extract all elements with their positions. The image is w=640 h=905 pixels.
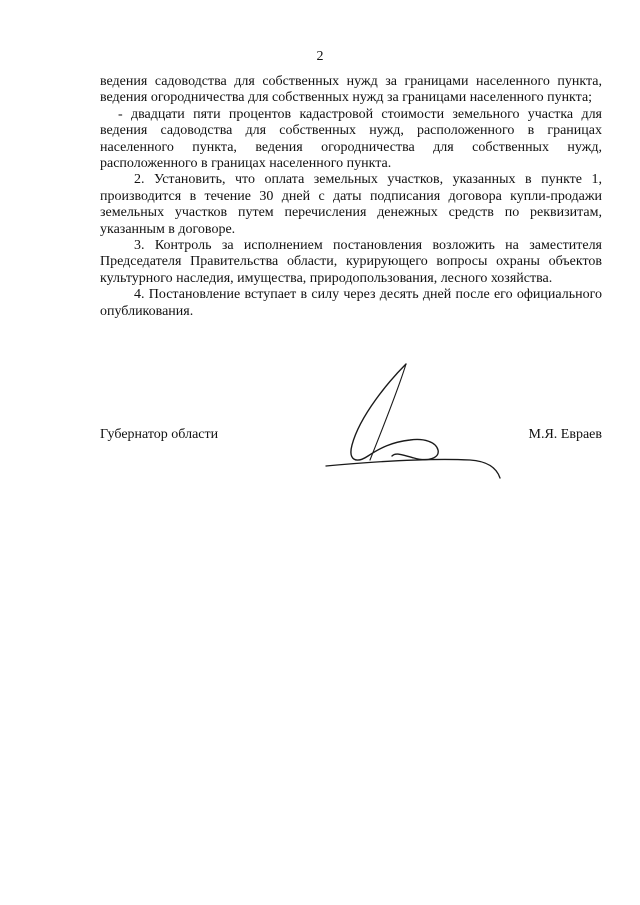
document-body	[100, 74, 602, 320]
paragraph-item-3: 3. Контроль за исполнением постановления возложить на заместителя Председателя Правительства области, курирующего вопросы охраны объектов культурного наследия, имущества, природопользования, лесного хозяйства.	[100, 238, 602, 286]
handwritten-signature	[320, 360, 510, 485]
signatory-name: М.Я. Евраев	[528, 427, 602, 442]
page-number: 2	[316, 49, 324, 64]
paragraph-continuation: ведения садоводства для собственных нужд за границами населенного пункта, ведения огородничества для собственных нужд за границами населенного пункта;	[100, 74, 602, 106]
paragraph-item-2: 2. Установить, что оплата земельных участков, указанных в пункте 1, производится в течение 30 дней с даты подписания договора купли-продажи земельных участков путем перечисления денежных средств по реквизитам, указанным в договоре.	[100, 172, 602, 237]
paragraph-bullet: - двадцати пяти процентов кадастровой стоимости земельного участка для ведения садоводства для собственных нужд, расположенного в границах населенного пункта, ведения огородничества для собственных нужд, расположенного в границах населенного пункта.	[100, 106, 602, 172]
paragraph-item-4: 4. Постановление вступает в силу через десять дней после его официального опубликования.	[100, 287, 602, 319]
signatory-title: Губернатор области	[100, 427, 219, 442]
